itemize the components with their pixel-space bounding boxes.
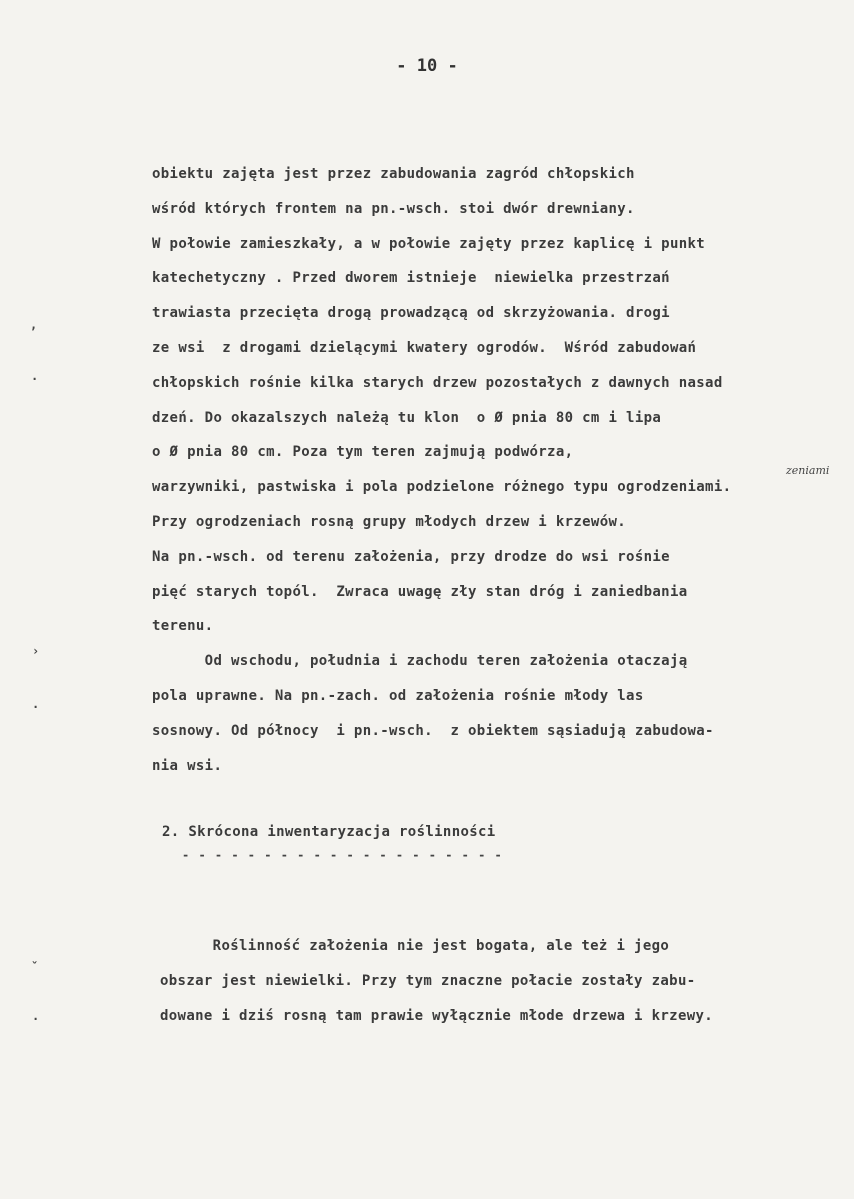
text-line: obszar jest niewielki. Przy tym znaczne połacie zostały zabu-: [160, 972, 696, 989]
text-line: dzeń. Do okazalszych należą tu klon o Ø pnia 80 cm i lipa: [152, 409, 662, 426]
margin-mark: ,: [30, 318, 38, 332]
margin-mark: ·: [31, 372, 39, 386]
text-line: nia wsi.: [152, 757, 223, 774]
text-line: terenu.: [152, 618, 214, 635]
text-line: Na pn.-wsch. od terenu założenia, przy drodze do wsi rośnie: [152, 548, 670, 565]
text-line: W połowie zamieszkały, a w połowie zajęty przez kaplicę i punkt: [152, 235, 706, 252]
text-line: ze wsi z drogami dzielącymi kwatery ogrodów. Wśród zabudowań: [152, 339, 697, 356]
page-number: - 10 -: [396, 56, 458, 76]
text-line: wśród których frontem na pn.-wsch. stoi dwór drewniany.: [152, 200, 635, 217]
section-heading: 2. Skrócona inwentaryzacja roślinności: [162, 824, 496, 840]
heading-underline: - - - - - - - - - - - - - - - - - - - -: [182, 848, 503, 862]
text-line: pola uprawne. Na pn.-zach. od założenia rośnie młody las: [152, 687, 644, 704]
paragraph-vegetation: [160, 929, 854, 1033]
margin-mark: ˇ: [31, 960, 39, 974]
text-line: pięć starych topól. Zwraca uwagę zły stan dróg i zaniedbania: [152, 583, 688, 600]
handwritten-annotation: zeniami: [786, 464, 830, 477]
text-line: warzywniki, pastwiska i pola podzielone różnego typu ogrodzeniami.: [152, 479, 732, 496]
text-line: sosnowy. Od północy i pn.-wsch. z obiektem sąsiadują zabudowa-: [152, 722, 714, 739]
text-line: Przy ogrodzeniach rosną grupy młodych drzew i krzewów.: [152, 513, 627, 530]
margin-mark: ·: [32, 700, 40, 714]
text-line: chłopskich rośnie kilka starych drzew pozostałych z dawnych nasad: [152, 374, 723, 391]
text-line: Od wschodu, południa i zachodu teren założenia otaczają: [152, 653, 688, 670]
text-line: Roślinność założenia nie jest bogata, ale też i jego: [160, 938, 670, 954]
text-line: katechetyczny . Przed dworem istnieje niewielka przestrzań: [152, 270, 670, 287]
margin-mark: ·: [32, 1012, 40, 1026]
paragraph-description: [152, 157, 852, 783]
text-line: o Ø pnia 80 cm. Poza tym teren zajmują podwórza,: [152, 444, 574, 461]
margin-mark: ›: [32, 644, 40, 658]
text-line: obiektu zajęta jest przez zabudowania zagród chłopskich: [152, 166, 635, 182]
text-line: trawiasta przecięta drogą prowadzącą od skrzyżowania. drogi: [152, 305, 670, 322]
text-line: dowane i dziś rosną tam prawie wyłącznie młode drzewa i krzewy.: [160, 1007, 714, 1024]
